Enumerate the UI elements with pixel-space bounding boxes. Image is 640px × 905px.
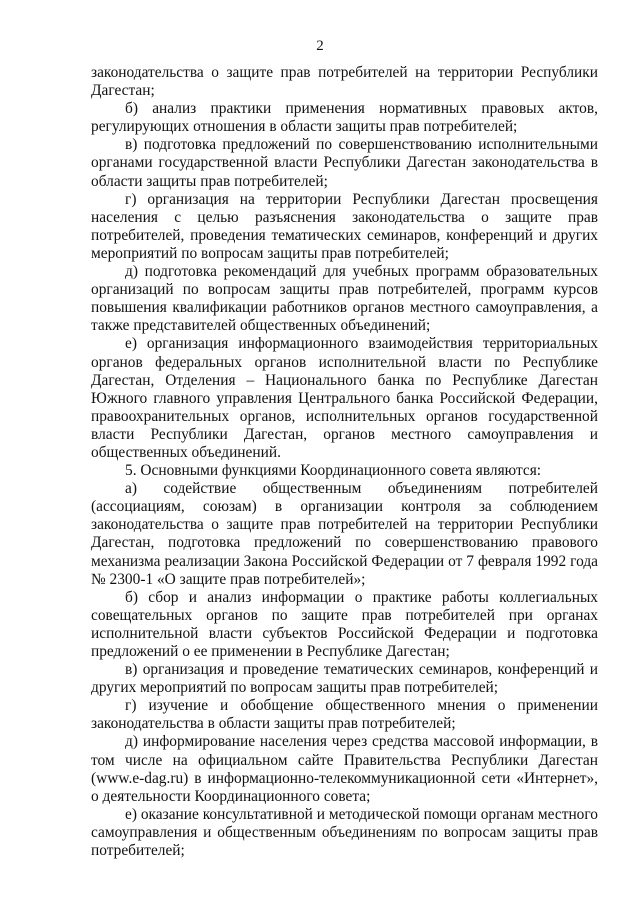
paragraph-item-e-interaction: е) организация информационного взаимодействия территориальных органов федеральных органов исполнительной власти по Республике Дагестан, Отделения – Национального банка по Республике Дагестан Южного главного управления Центрального банка Российской Федерации, правоохранительных органов, исполнительных органов государственной власти Республики Дагестан, органов местного самоуправления и общественных объединений. <box>91 335 598 461</box>
paragraph-function-a: а) содействие общественным объединениям потребителей (ассоциациям, союзам) в организации контроля за соблюдением законодательства о защите прав потребителей на территории Республики Дагестан, подготовка предложений по совершенствованию правового механизма реализации Закона Российской Федерации от 7 февраля 1992 года № 2300-1 «О защите прав потребителей»; <box>91 480 598 588</box>
paragraph-function-b: б) сбор и анализ информации о практике работы коллегиальных совещательных органов по защите прав потребителей при органах исполнительной власти субъектов Российской Федерации и подготовка предложений о ее применении в Республике Дагестан; <box>91 588 598 660</box>
paragraph-item-v-proposals: в) подготовка предложений по совершенствованию исполнительными органами государственной власти Республики Дагестан законодательства в области защиты прав потребителей; <box>91 136 598 190</box>
paragraph-item-b-analysis: б) анализ практики применения нормативных правовых актов, регулирующих отношения в области защиты прав потребителей; <box>91 100 598 136</box>
paragraph-function-d: д) информирование населения через средства массовой информации, в том числе на официальном сайте Правительства Республики Дагестан (www.e-dag.ru) в информационно-телекоммуникационной сети «Интернет», о деятельности Координационного совета; <box>91 733 598 805</box>
paragraph-continuation: законодательства о защите прав потребителей на территории Республики Дагестан; <box>91 64 598 100</box>
paragraph-function-g: г) изучение и обобщение общественного мнения о применении законодательства в области защиты прав потребителей; <box>91 697 598 733</box>
paragraph-function-e: е) оказание консультативной и методической помощи органам местного самоуправления и общественным объединениям по вопросам защиты прав потребителей; <box>91 805 598 860</box>
page-number: 2 <box>316 38 324 54</box>
paragraph-section-5-heading: 5. Основными функциями Координационного совета являются: <box>125 462 542 480</box>
document-body <box>91 64 598 860</box>
paragraph-item-g-education: г) организация на территории Республики Дагестан просвещения населения с целью разъяснения законодательства о защите прав потребителей, проведения тематических семинаров, конференций и других мероприятий по вопросам защиты прав потребителей; <box>91 190 598 262</box>
paragraph-item-d-recommendations: д) подготовка рекомендаций для учебных программ образовательных организаций по вопросам защиты прав потребителей, программ курсов повышения квалификации работников органов местного самоуправления, а также представителей общественных объединений; <box>91 263 598 335</box>
paragraph-function-v: в) организация и проведение тематических семинаров, конференций и других мероприятий по вопросам защиты прав потребителей; <box>91 661 598 697</box>
